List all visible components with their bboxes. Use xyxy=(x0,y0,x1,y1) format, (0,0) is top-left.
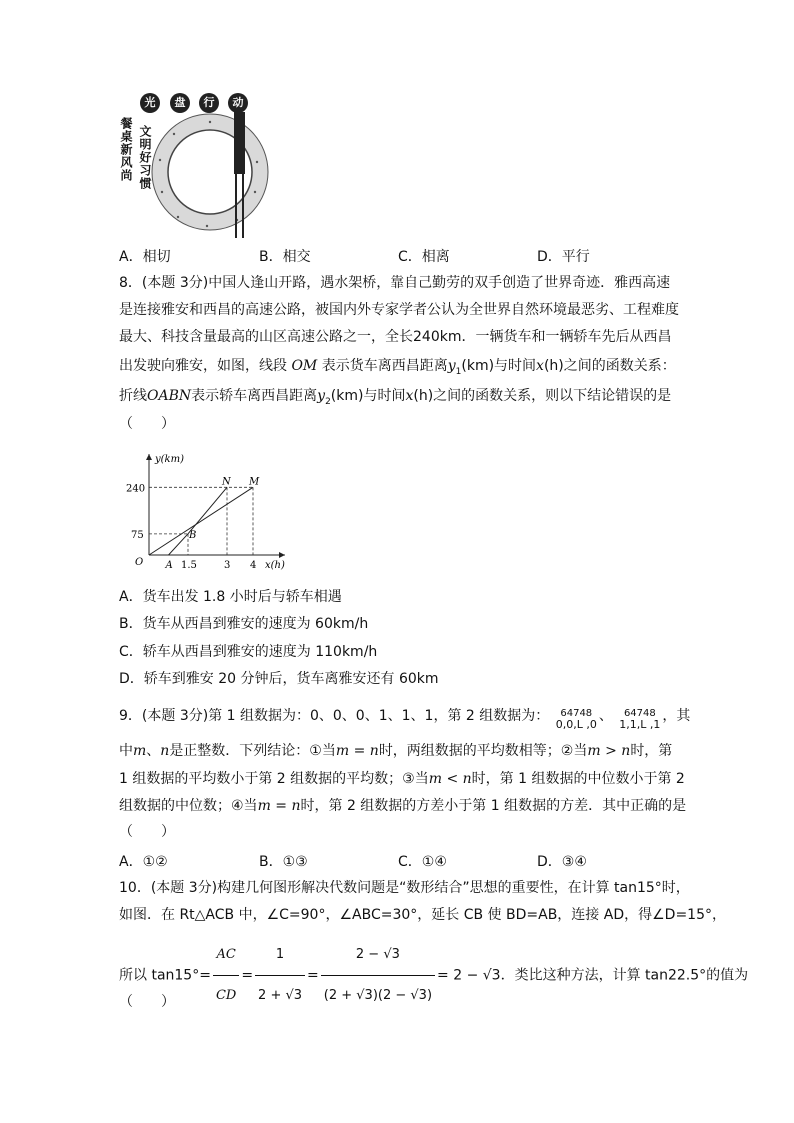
q8-paren: （ ） xyxy=(119,416,175,432)
q10-line-1: 10．(本题 3分)构建几何图形解决代数问题是“数形结合”思想的重要性，在计算 tan15°时， xyxy=(119,880,690,896)
q9-l2-b: 是正整数．下列结论：①当 xyxy=(169,743,336,759)
q10-so: 所以 tan15°= xyxy=(119,967,211,984)
q7-option-c: C．相离 xyxy=(398,249,450,265)
q10-eq-1: = xyxy=(241,967,254,984)
q9-group2-notation xyxy=(619,708,660,730)
q10-f3-num: 2 − √3 xyxy=(321,935,435,976)
q9-option-a: A．①② xyxy=(119,854,168,870)
q9-eq1: m = n xyxy=(335,743,379,759)
tick-A: A xyxy=(165,560,173,571)
q9-option-d: D．③④ xyxy=(537,854,587,870)
vertical-slogan-right: 文明好习惯 xyxy=(138,125,152,190)
q9-lt: m < n xyxy=(428,771,472,787)
q8-option-a: A．货车出发 1.8 小时后与轿车相遇 xyxy=(119,589,342,605)
tick-75: 75 xyxy=(131,529,144,541)
q9-option-c: C．①④ xyxy=(398,854,447,870)
q8-line-5: 折线OABN表示轿车离西昌距离$y_2(km)$与时间x(h)之间的函数关系，则以下结论错误的是 xyxy=(119,388,672,407)
q10-line-2: 如图．在 Rt△ACB 中，∠C=90°，∠ABC=30°，延长 CB 使 BD=AB，连接 AD，得∠D=15°， xyxy=(119,907,726,923)
q10-tail: ．类比这种方法，计算 tan22.5°的值为 xyxy=(500,967,749,984)
badge-2: 盘 xyxy=(170,93,190,113)
q8-l5-oabn: OABN xyxy=(147,388,192,404)
q9-l4-a: 组数据的中位数；④当 xyxy=(119,798,258,814)
badge-4: 动 xyxy=(228,93,248,113)
q9-line-2 xyxy=(119,741,672,761)
q9-l1-a: 9．(本题 3分)第 1 组数据为：0、0、0、1、1、1，第 2 组数据为： xyxy=(119,708,550,724)
q10-line-3 xyxy=(119,935,749,1003)
tick-3: 3 xyxy=(224,560,231,571)
q8-l5-a: 折线 xyxy=(119,388,147,404)
tick-4: 4 xyxy=(250,560,257,571)
q8-line-4: 出发驶向雅安，如图，线段 OM 表示货车离西昌距离$y_1(km)$与时间x(h)之间的函数关系： xyxy=(119,358,676,377)
q8-line-1: 8．(本题 3分)中国人逢山开路，遇水架桥，靠自己勤劳的双手创造了世界奇迹．雅西高速 xyxy=(119,275,671,291)
q7-option-b: B．相交 xyxy=(259,249,311,265)
q9-g1-top: 64748 xyxy=(560,708,593,719)
q9-m: m xyxy=(133,743,147,759)
q8-option-d: D．轿车到雅安 20 分钟后，货车离雅安还有 60km xyxy=(119,671,439,687)
label-B: B xyxy=(189,529,197,541)
q10-paren: （ ） xyxy=(119,994,175,1010)
q10-f2-den: 2 + √3 xyxy=(258,988,303,1003)
q8-l4-om: OM xyxy=(291,358,318,374)
q10-frac-3 xyxy=(321,935,435,1016)
series-OM xyxy=(149,487,253,555)
q9-n: n xyxy=(160,743,170,759)
q9-g2-top: 64748 xyxy=(623,708,656,719)
q7-option-d: D．平行 xyxy=(537,249,590,265)
q8-l5-y: y xyxy=(317,388,326,404)
q8-l4-c: (km)与时间 xyxy=(461,358,537,374)
q10-result: = 2 − √3 xyxy=(437,967,501,984)
x-axis-label: x(h) xyxy=(265,560,285,571)
q10-eq-2: = xyxy=(307,967,319,984)
q9-l1-b: ，其 xyxy=(662,708,691,724)
q9-g1-bot: 0,0,L ,0 xyxy=(555,718,597,731)
q10-f2-num: 1 xyxy=(255,935,305,976)
q9-l2-d: 时，第 xyxy=(630,743,673,759)
tick-1-5: 1.5 xyxy=(181,560,197,571)
q9-sep: 、 xyxy=(146,743,161,759)
q9-group1-notation xyxy=(556,708,597,730)
x-axis-arrow xyxy=(279,552,285,558)
tick-O: O xyxy=(135,557,144,568)
y-axis-arrow xyxy=(146,454,152,460)
badge-1: 光 xyxy=(140,93,160,113)
y-axis-label: y(km) xyxy=(155,454,184,465)
q9-line-4 xyxy=(119,796,686,816)
q8-line-3: 最大、科技含量最高的山区高速公路之一，全长240km．一辆货车和一辆轿车先后从西昌 xyxy=(119,329,672,345)
q10-f1-den: CD xyxy=(215,988,237,1003)
q8-l4-y: y xyxy=(447,358,456,374)
q8-line-2: 是连接雅安和西昌的高速公路，被国内外专家学者公认为全世界自然环境最恶劣、工程难度 xyxy=(119,302,679,318)
q10-f1-num: AC xyxy=(213,935,239,976)
q9-g2-bot: 1,1,L ,1 xyxy=(619,718,661,731)
q9-l3-b: 时，第 1 组数据的中位数小于第 2 xyxy=(471,771,685,787)
q9-l4-b: 时，第 2 组数据的方差小于第 1 组数据的方差．其中正确的是 xyxy=(300,798,687,814)
q9-line-3 xyxy=(119,769,685,789)
q8-chart xyxy=(125,450,295,575)
q9-l2-a: 中 xyxy=(119,743,133,759)
q8-l4-x: x xyxy=(536,358,544,374)
q8-l4-a: 出发驶向雅安，如图，线段 xyxy=(119,358,287,374)
q8-option-b: B．货车从西昌到雅安的速度为 60km/h xyxy=(119,616,369,632)
q10-frac-1 xyxy=(213,935,239,1016)
q9-gt: m > n xyxy=(587,743,631,759)
q9-eq2: m = n xyxy=(257,798,301,814)
q8-l5-b: 表示轿车离西昌距离 xyxy=(191,388,318,404)
q10-f3-den: (2 + √3)(2 − √3) xyxy=(323,988,433,1003)
q8-l4-b: 表示货车离西昌距离 xyxy=(321,358,448,374)
vertical-slogan-left: 餐桌新风尚 xyxy=(119,117,133,182)
q9-line-1: 9．(本题 3分)第 1 组数据为：0、0、0、1、1、1，第 2 组数据为： 64748 0,0,L ,0 、 64748 1,1,L ,1 ，其 xyxy=(119,708,691,731)
q8-option-c: C．轿车从西昌到雅安的速度为 110km/h xyxy=(119,644,378,660)
label-N: N xyxy=(222,476,231,488)
label-M: M xyxy=(249,476,260,488)
q8-l5-c: (km)与时间 xyxy=(330,388,406,404)
q9-paren: （ ） xyxy=(119,824,175,840)
q8-l5-x: x xyxy=(405,388,414,404)
q9-l3-a: 1 组数据的平均数小于第 2 组数据的平均数；③当 xyxy=(119,771,429,787)
q8-l4-d: (h)之间的函数关系： xyxy=(543,358,676,374)
q10-frac-2 xyxy=(255,935,305,1016)
q8-l5-d: (h)之间的函数关系，则以下结论错误的是 xyxy=(413,388,672,404)
q7-option-a: A．相切 xyxy=(119,249,171,265)
q9-l2-c: 时，两组数据的平均数相等；②当 xyxy=(378,743,588,759)
badge-3: 行 xyxy=(199,93,219,113)
tick-240: 240 xyxy=(126,483,146,495)
q9-option-b: B．①③ xyxy=(259,854,308,870)
